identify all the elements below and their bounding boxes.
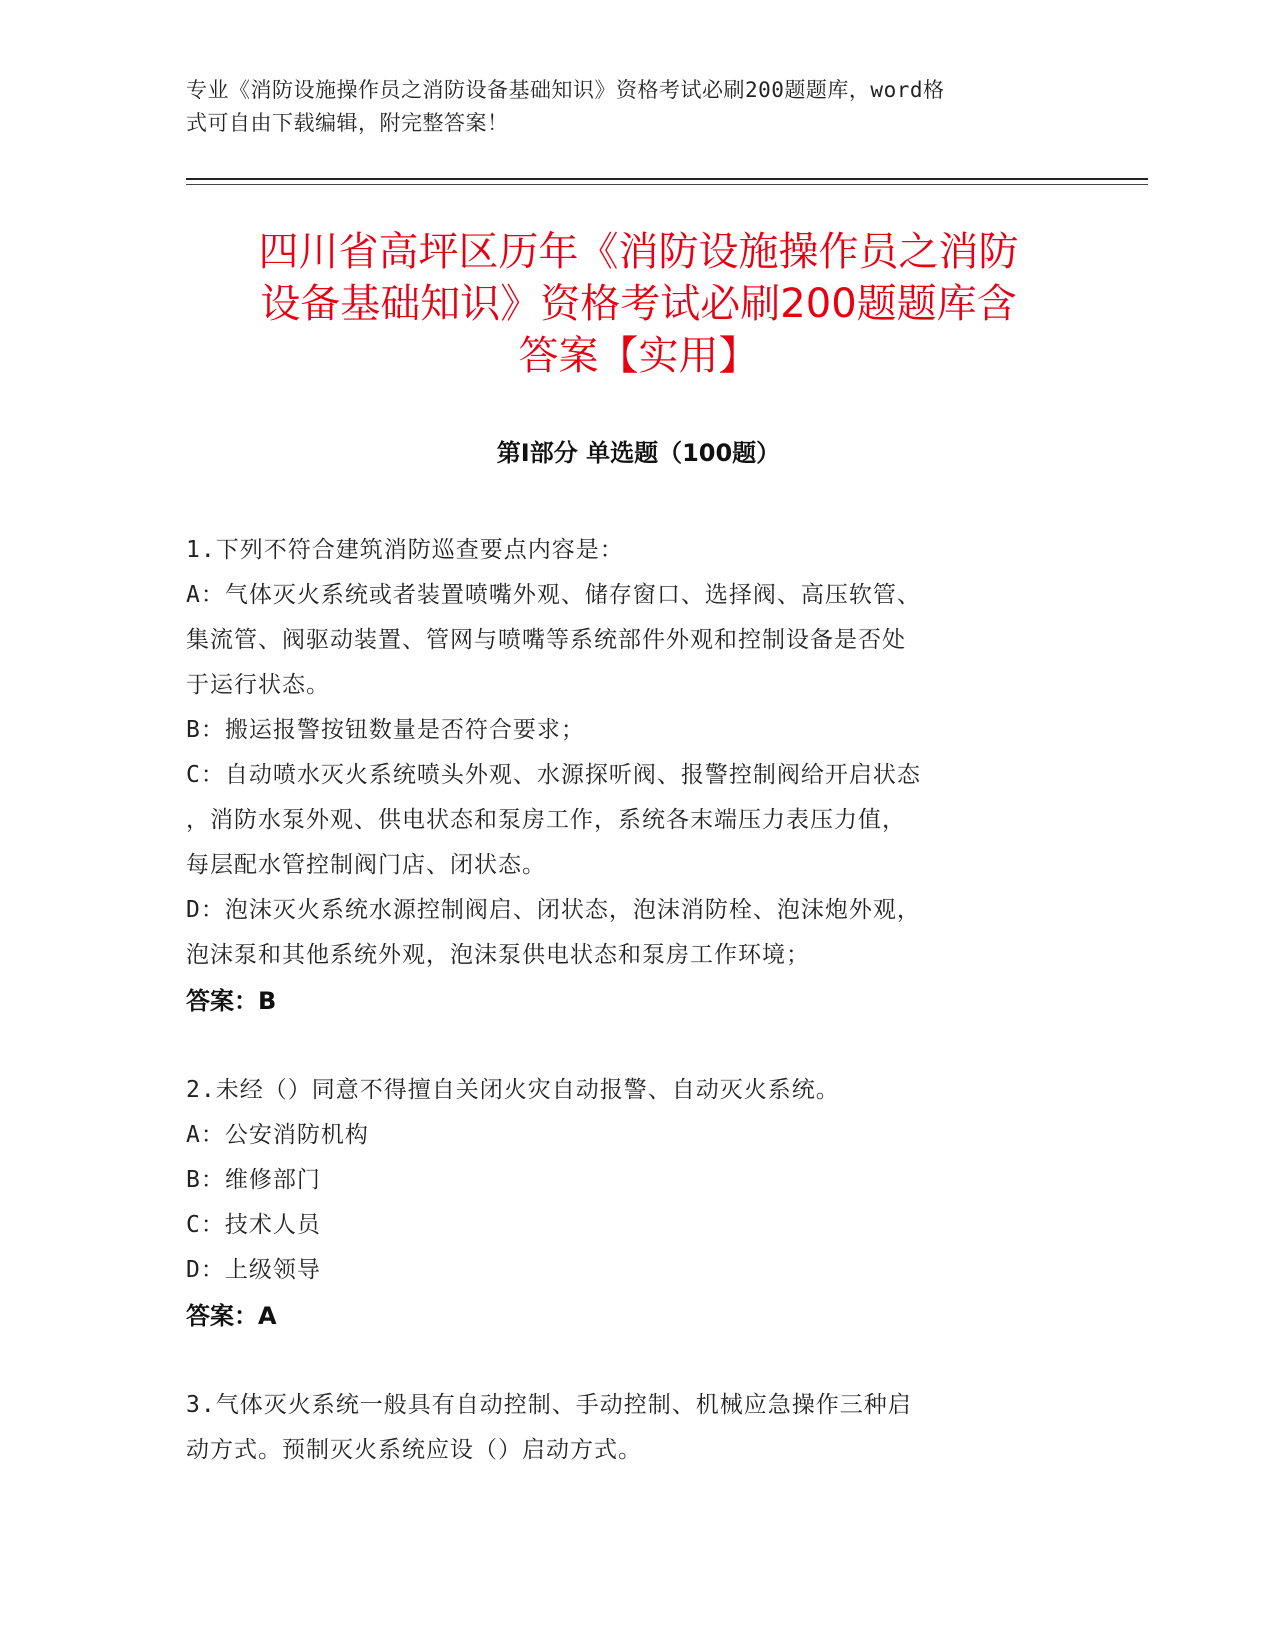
answer-label: 答案：A xyxy=(186,1302,277,1330)
document-title-line-2: 设备基础知识》资格考试必刷200题题库含 xyxy=(260,281,1017,327)
option-line: 于运行状态。 xyxy=(186,672,330,698)
header-note-line-1: 专业《消防设施操作员之消防设备基础知识》资格考试必刷200题题库，word格 xyxy=(186,78,945,102)
document-title-line-1: 四川省高坪区历年《消防设施操作员之消防 xyxy=(258,229,1019,275)
question-list xyxy=(186,528,1066,1517)
option-d: D：上级领导 xyxy=(186,1257,321,1283)
option-d xyxy=(186,888,1066,978)
document-title xyxy=(186,226,1091,382)
question-3 xyxy=(186,1383,1066,1473)
option-line: 每层配水管控制阀门店、闭状态。 xyxy=(186,852,546,878)
option-b: B：维修部门 xyxy=(186,1167,321,1193)
option-line: 泡沫泵和其他系统外观，泡沫泵供电状态和泵房工作环境； xyxy=(186,942,810,968)
section-heading: 第Ⅰ部分 单选题（100题） xyxy=(496,439,781,467)
option-line: D：泡沫灭火系统水源控制阀启、闭状态，泡沫消防栓、泡沫炮外观， xyxy=(186,897,921,923)
option-line: A：气体灭火系统或者装置喷嘴外观、储存窗口、选择阀、高压软管、 xyxy=(186,582,921,608)
question-stem: 1.下列不符合建筑消防巡查要点内容是： xyxy=(186,537,624,563)
answer-label: 答案：B xyxy=(186,987,277,1015)
question-1 xyxy=(186,528,1066,1024)
option-line: C：自动喷水灭火系统喷头外观、水源探听阀、报警控制阀给开启状态 xyxy=(186,762,921,788)
header-divider-thin xyxy=(186,184,1148,185)
option-line: ，消防水泵外观、供电状态和泵房工作，系统各末端压力表压力值， xyxy=(186,807,906,833)
question-stem: 动方式。预制灭火系统应设（）启动方式。 xyxy=(186,1437,642,1463)
header-divider-thick xyxy=(186,178,1148,180)
option-line: 集流管、阀驱动装置、管网与喷嘴等系统部件外观和控制设备是否处 xyxy=(186,627,906,653)
option-b xyxy=(186,708,1066,753)
header-note-line-2: 式可自由下载编辑，附完整答案！ xyxy=(186,111,509,135)
option-c: C：技术人员 xyxy=(186,1212,321,1238)
question-stem: 3.气体灭火系统一般具有自动控制、手动控制、机械应急操作三种启 xyxy=(186,1392,912,1418)
question-stem: 2.未经（）同意不得擅自关闭火灾自动报警、自动灭火系统。 xyxy=(186,1077,840,1103)
option-line: B：搬运报警按钮数量是否符合要求； xyxy=(186,717,585,743)
option-c xyxy=(186,753,1066,888)
question-2 xyxy=(186,1068,1066,1339)
option-a: A：公安消防机构 xyxy=(186,1122,369,1148)
header-note xyxy=(186,74,1066,140)
document-title-line-3: 答案【实用】 xyxy=(518,333,759,379)
option-a xyxy=(186,573,1066,708)
